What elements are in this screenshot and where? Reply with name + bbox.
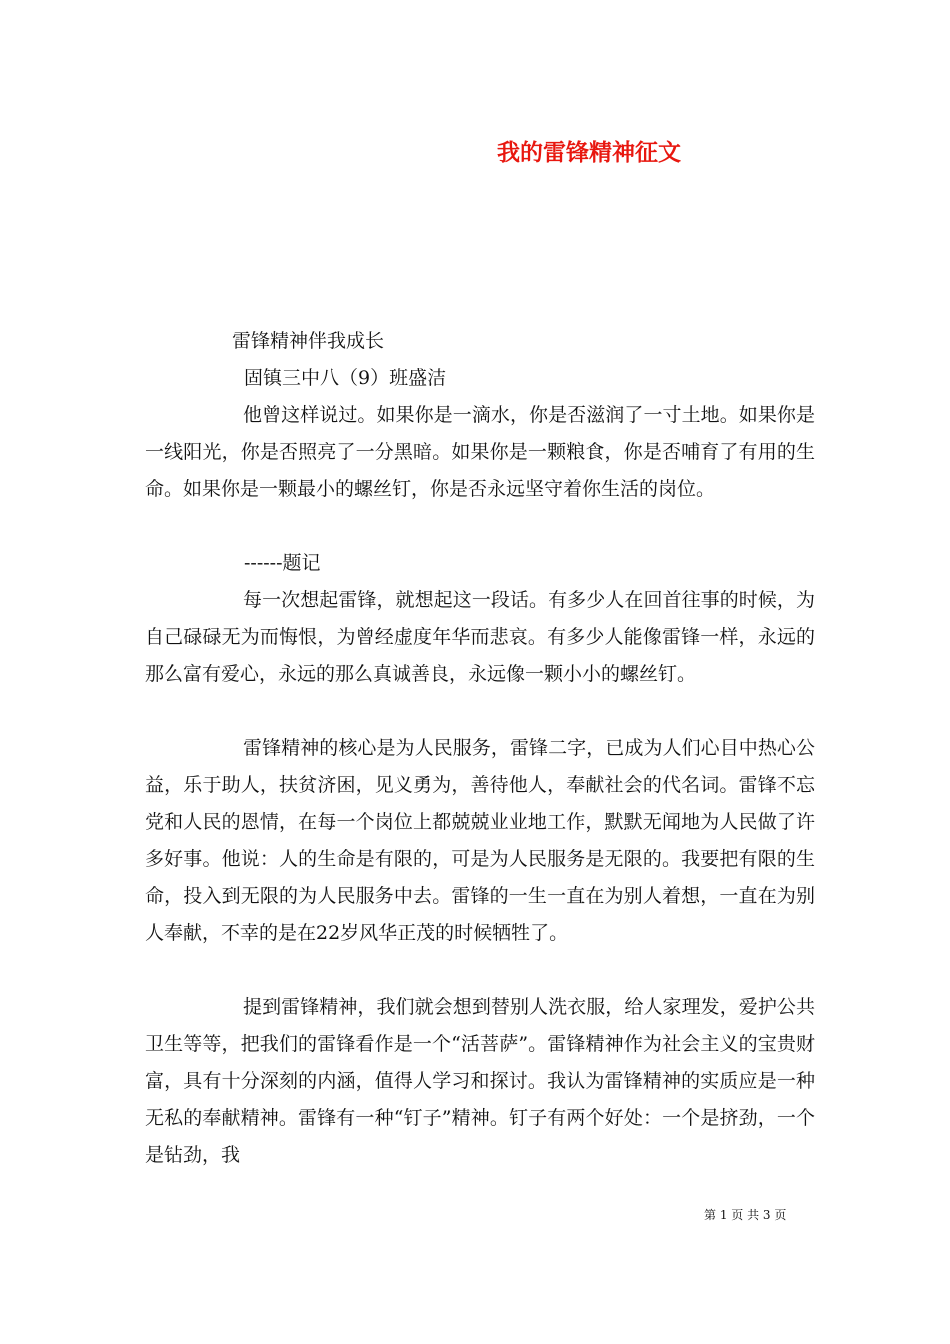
epigraph-attribution: ------题记 [244,552,321,574]
document-title: 我的雷锋精神征文 [497,139,681,166]
paragraph-3: 提到雷锋精神，我们就会想到替别人洗衣服，给人家理发，爱护公共卫生等等，把我们的雷锋看作是一个“活菩萨”。雷锋精神作为社会主义的宝贵财富，具有十分深刻的内涵，值得人学习和探讨。我认为雷锋精神的实质应是一种无私的奉献精神。雷锋有一种“钉子”精神。钉子有两个好处：一个是挤劲，一个是钻劲，我 [145,996,815,1166]
paragraph-2: 雷锋精神的核心是为人民服务，雷锋二字，已成为人们心目中热心公益，乐于助人，扶贫济困，见义勇为，善待他人，奉献社会的代名词。雷锋不忘党和人民的恩情，在每一个岗位上都兢兢业业地工作，默默无闻地为人民做了许多好事。他说：人的生命是有限的，可是为人民服务是无限的。我要把有限的生命，投入到无限的为人民服务中去。雷锋的一生一直在为别人着想，一直在为别人奉献，不幸的是在22岁风华正茂的时候牺牲了。 [145,737,815,944]
document-subtitle: 雷锋精神伴我成长 [232,330,385,352]
page-footer: 第 1 页 共 3 页 [704,1208,787,1222]
paragraph-1: 每一次想起雷锋，就想起这一段话。有多少人在回首往事的时候，为自己碌碌无为而悔恨，为曾经虚度年华而悲哀。有多少人能像雷锋一样，永远的那么富有爱心，永远的那么真诚善良，永远像一颗小小的螺丝钉。 [145,589,815,685]
author-line: 固镇三中八（9）班盛洁 [244,367,447,389]
paragraph-epigraph: 他曾这样说过。如果你是一滴水，你是否滋润了一寸土地。如果你是一线阳光，你是否照亮了一分黑暗。如果你是一颗粮食，你是否哺育了有用的生命。如果你是一颗最小的螺丝钉，你是否永远坚守着你生活的岗位。 [145,404,815,500]
